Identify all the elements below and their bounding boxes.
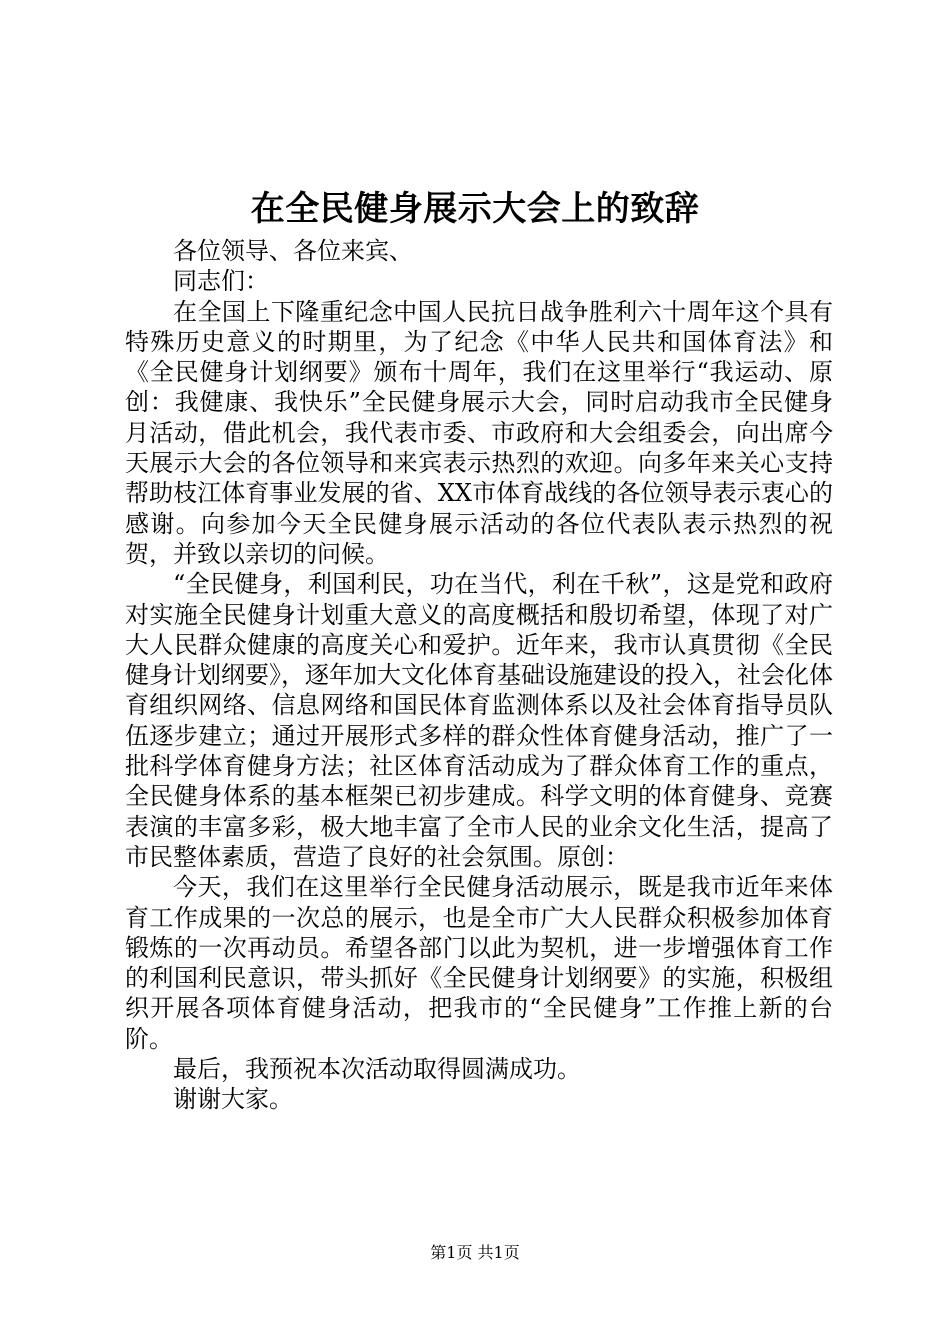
paragraph-2: “全民健身，利国利民，功在当代，利在千秋”，这是党和政府对实施全民健身计划重大意义的高度概括和殷切希望，体现了对广大人民群众健康的高度关心和爱护。近年来，我市认真贯彻《全民健身计划纲要》，逐年加大文化体育基础设施建设的投入，社会化体育组织网络、信息网络和国民体育监测体系以及社会体育指导员队伍逐步建立；通过开展形式多样的群众性体育健身活动，推广了一批科学体育健身方法；社区体育活动成为了群众体育工作的重点，全民健身体系的基本框架已初步建成。科学文明的体育健身、竞赛表演的丰富多彩，极大地丰富了全市人民的业余文化生活，提高了市民整体素质，营造了良好的社会氛围。原创： (125, 570, 833, 871)
document-body (125, 236, 833, 1115)
salutation-line-2: 同志们： (173, 267, 269, 296)
page-footer: 第1页 共1页 (430, 1243, 520, 1262)
closing-wish: 最后，我预祝本次活动取得圆满成功。 (173, 1055, 581, 1084)
paragraph-3: 今天，我们在这里举行全民健身活动展示，既是我市近年来体育工作成果的一次总的展示，也是全市广大人民群众积极参加体育锻炼的一次再动员。希望各部门以此为契机，进一步增强体育工作的利国利民意识，带头抓好《全民健身计划纲要》的实施，积极组织开展各项体育健身活动，把我市的“全民健身”工作推上新的台阶。 (125, 873, 833, 1053)
salutation-line-1: 各位领导、各位来宾、 (173, 237, 413, 265)
closing-thanks: 谢谢大家。 (173, 1085, 293, 1114)
document-title: 在全民健身展示大会上的致辞 (250, 189, 700, 229)
paragraph-1: 在全国上下隆重纪念中国人民抗日战争胜利六十周年这个具有特殊历史意义的时期里，为了纪念《中华人民共和国体育法》和《全民健身计划纲要》颁布十周年，我们在这里举行“我运动、原创：我健康、我快乐”全民健身展示大会，同时启动我市全民健身月活动，借此机会，我代表市委、市政府和大会组委会，向出席今天展示大会的各位领导和来宾表示热烈的欢迎。向多年来关心支持帮助枝江体育事业发展的省、XX市体育战线的各位领导表示衷心的感谢。向参加今天全民健身展示活动的各位代表队表示热烈的祝贺，并致以亲切的问候。 (125, 297, 833, 568)
